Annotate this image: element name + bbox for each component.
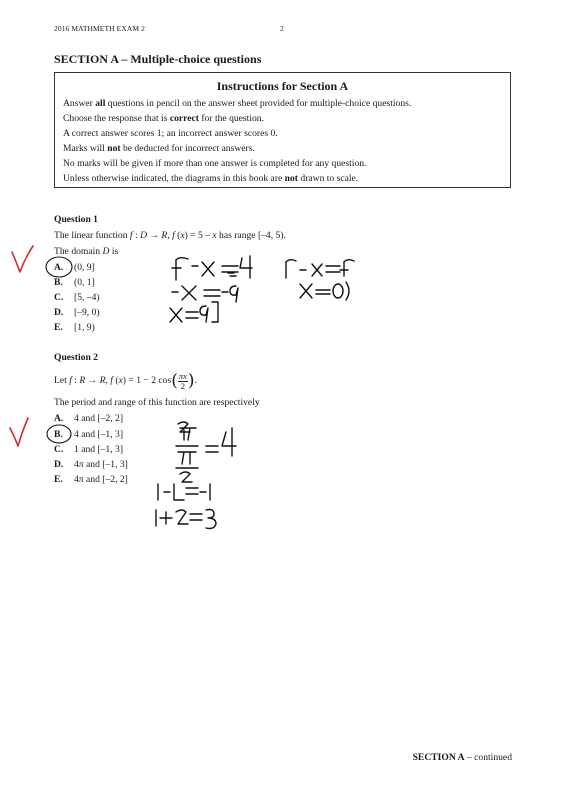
question-2-title: Question 2: [54, 352, 98, 363]
question-1-option-a[interactable]: A. (0, 9]: [54, 262, 95, 273]
question-2-option-a[interactable]: A. 4 and [–2, 2]: [54, 413, 124, 424]
question-1-option-e[interactable]: E. [1, 9): [54, 322, 95, 333]
page-footer: SECTION A – continued: [412, 752, 512, 763]
question-1-stem: The linear function f : D → R, f (x) = 5 – x has range [–4, 5).: [54, 230, 286, 241]
question-1-option-c[interactable]: C. [5, –4): [54, 292, 100, 303]
instructions-box: [54, 72, 511, 188]
question-2-option-c[interactable]: C. 1 and [–1, 3]: [54, 444, 124, 455]
exam-header-label: 2016 MATHMETH EXAM 2: [54, 24, 145, 33]
handwriting-q1-working-5: [300, 282, 349, 300]
question-2-stem: Let f : R → R, f (x) = 1 − 2 cos( $\frac{\pi x}{2}$ ).: [54, 371, 197, 391]
question-2-option-b[interactable]: B. 4 and [–1, 3]: [54, 429, 124, 440]
instructions-title: Instructions for Section A: [216, 79, 349, 93]
handwriting-q1-working-4: [286, 260, 354, 278]
handwriting-q1-working-2: [172, 286, 238, 302]
section-title: SECTION A – Multiple-choice questions: [54, 52, 262, 66]
instruction-line: Marks will not be deducted for incorrect answers.: [63, 143, 255, 154]
question-1-title: Question 1: [54, 214, 98, 225]
question-2-option-d[interactable]: D. 4π and [–1, 3]: [54, 459, 128, 470]
handwriting-q2-range-max: [156, 510, 216, 529]
instruction-line: No marks will be given if more than one answer is completed for any question.: [63, 158, 367, 169]
red-check-mark-q1: [12, 246, 33, 272]
page-number: 2: [280, 24, 284, 33]
handwriting-q1-working-3: [170, 302, 218, 322]
handwriting-q1-working-1: [172, 256, 252, 280]
instruction-line: Answer all questions in pencil on the answer sheet provided for multiple-choice questions.: [63, 98, 412, 109]
question-1-prompt: The domain D is: [54, 246, 119, 257]
question-2-option-e[interactable]: E. 4π and [–2, 2]: [54, 474, 128, 485]
handwriting-q2-period: [176, 422, 236, 482]
question-2-prompt: The period and range of this function are respectively: [54, 397, 260, 408]
question-1-option-d[interactable]: D. [–9, 0): [54, 307, 100, 318]
question-1-option-b[interactable]: B. (0, 1]: [54, 277, 95, 288]
instruction-line: Unless otherwise indicated, the diagrams in this book are not drawn to scale.: [63, 173, 359, 184]
handwriting-q2-range-min: [158, 484, 210, 500]
cos-argument-fraction: $\frac{\pi x}{2}$: [178, 371, 187, 391]
instruction-line: Choose the response that is correct for the question.: [63, 113, 264, 124]
red-check-mark-q2: [10, 418, 28, 446]
instruction-line: A correct answer scores 1; an incorrect answer scores 0.: [63, 128, 278, 139]
